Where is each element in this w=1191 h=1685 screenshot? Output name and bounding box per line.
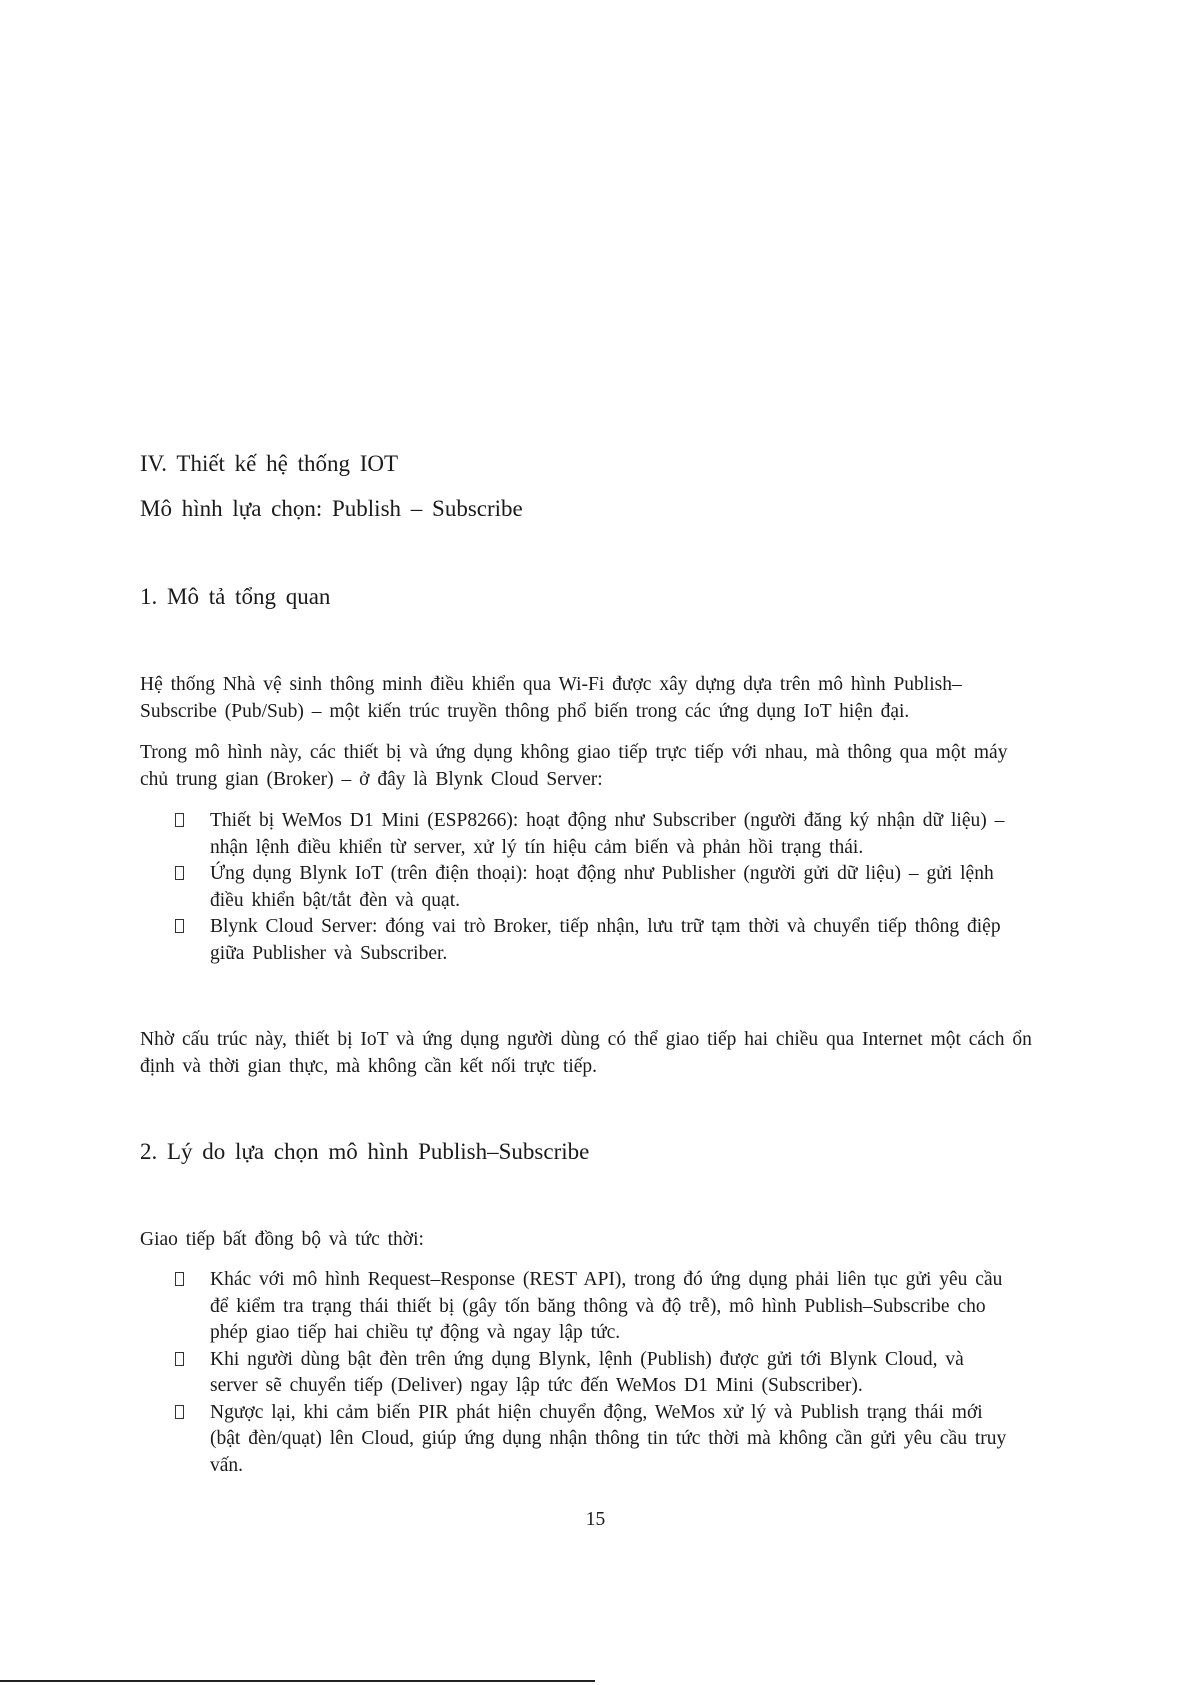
- text-line: Giao tiếp bất đồng bộ và tức thời:: [140, 1229, 424, 1250]
- list-item: [140, 1267, 1140, 1347]
- bullet-icon: [175, 1405, 184, 1419]
- text-line: vấn.: [210, 1454, 244, 1476]
- text-line: Thiết bị WeMos D1 Mini (ESP8266): hoạt động như Subscriber (người đăng ký nhận dữ liệu) –: [210, 810, 1005, 831]
- bullet-icon: [175, 866, 184, 880]
- bullet-icon: [175, 919, 184, 933]
- text-line: nhận lệnh điều khiển từ server, xử lý tín hiệu cảm biến và phản hồi trạng thái.: [210, 836, 864, 858]
- paragraph-model: [140, 740, 1170, 793]
- bullet-icon: [175, 813, 184, 827]
- list-item: [140, 808, 1140, 861]
- bullet-icon: [175, 1352, 184, 1366]
- component-list: [140, 808, 1140, 967]
- text-line: Ứng dụng Blynk IoT (trên điện thoại): hoạt động như Publisher (người gửi dữ liệu) – gửi lệnh: [210, 863, 994, 884]
- text-line: điều khiển bật/tắt đèn và quạt.: [210, 889, 461, 911]
- list-item: [140, 861, 1140, 914]
- paragraph-intro: [140, 672, 1170, 725]
- model-line: Mô hình lựa chọn: Publish – Subscribe: [140, 496, 523, 521]
- text-line: Hệ thống Nhà vệ sinh thông minh điều khiển qua Wi-Fi được xây dựng dựa trên mô hình Publish–: [140, 674, 962, 695]
- bullet-icon: [175, 1272, 184, 1286]
- list-item: [140, 914, 1140, 967]
- text-line: Khi người dùng bật đèn trên ứng dụng Blynk, lệnh (Publish) được gửi tới Blynk Cloud, và: [210, 1348, 964, 1370]
- text-line: Khác với mô hình Request–Response (REST API), trong đó ứng dụng phải liên tục gửi yêu cầu: [210, 1269, 1003, 1290]
- text-line: chủ trung gian (Broker) – ở đây là Blynk Cloud Server:: [140, 768, 603, 790]
- text-line: để kiểm tra trạng thái thiết bị (gây tốn băng thông và độ trễ), mô hình Publish–Subscribe cho: [210, 1295, 986, 1317]
- text-line: Blynk Cloud Server: đóng vai trò Broker, tiếp nhận, lưu trữ tạm thời và chuyển tiếp thông điệp: [210, 916, 1001, 937]
- paragraph-summary: [140, 1027, 1170, 1080]
- text-line: Subscribe (Pub/Sub) – một kiến trúc truyền thông phổ biến trong các ứng dụng IoT hiện đại.: [140, 700, 910, 722]
- reason-list: [140, 1267, 1140, 1479]
- heading-overview: 1. Mô tả tổng quan: [140, 584, 331, 609]
- list-item: [140, 1400, 1140, 1480]
- paragraph-async: [140, 1227, 1170, 1254]
- footer-rule: [0, 1680, 595, 1682]
- text-line: định và thời gian thực, mà không cần kết nối trực tiếp.: [140, 1055, 598, 1077]
- text-line: Nhờ cấu trúc này, thiết bị IoT và ứng dụng người dùng có thể giao tiếp hai chiều qua Internet một cách ổn: [140, 1029, 1032, 1050]
- section-title: IV. Thiết kế hệ thống IOT: [140, 451, 399, 476]
- text-line: giữa Publisher và Subscriber.: [210, 942, 448, 964]
- text-line: (bật đèn/quạt) lên Cloud, giúp ứng dụng nhận thông tin tức thời mà không cần gửi yêu cầu truy: [210, 1428, 1007, 1449]
- text-line: server sẽ chuyển tiếp (Deliver) ngay lập tức đến WeMos D1 Mini (Subscriber).: [210, 1375, 863, 1396]
- list-item: [140, 1347, 1140, 1400]
- page-number: 15: [585, 1509, 606, 1530]
- heading-reason: 2. Lý do lựa chọn mô hình Publish–Subscribe: [140, 1139, 590, 1164]
- text-line: phép giao tiếp hai chiều tự động và ngay lập tức.: [210, 1322, 621, 1343]
- text-line: Ngược lại, khi cảm biến PIR phát hiện chuyển động, WeMos xử lý và Publish trạng thái mới: [210, 1401, 983, 1423]
- text-line: Trong mô hình này, các thiết bị và ứng dụng không giao tiếp trực tiếp với nhau, mà thông qua một máy: [140, 742, 1008, 763]
